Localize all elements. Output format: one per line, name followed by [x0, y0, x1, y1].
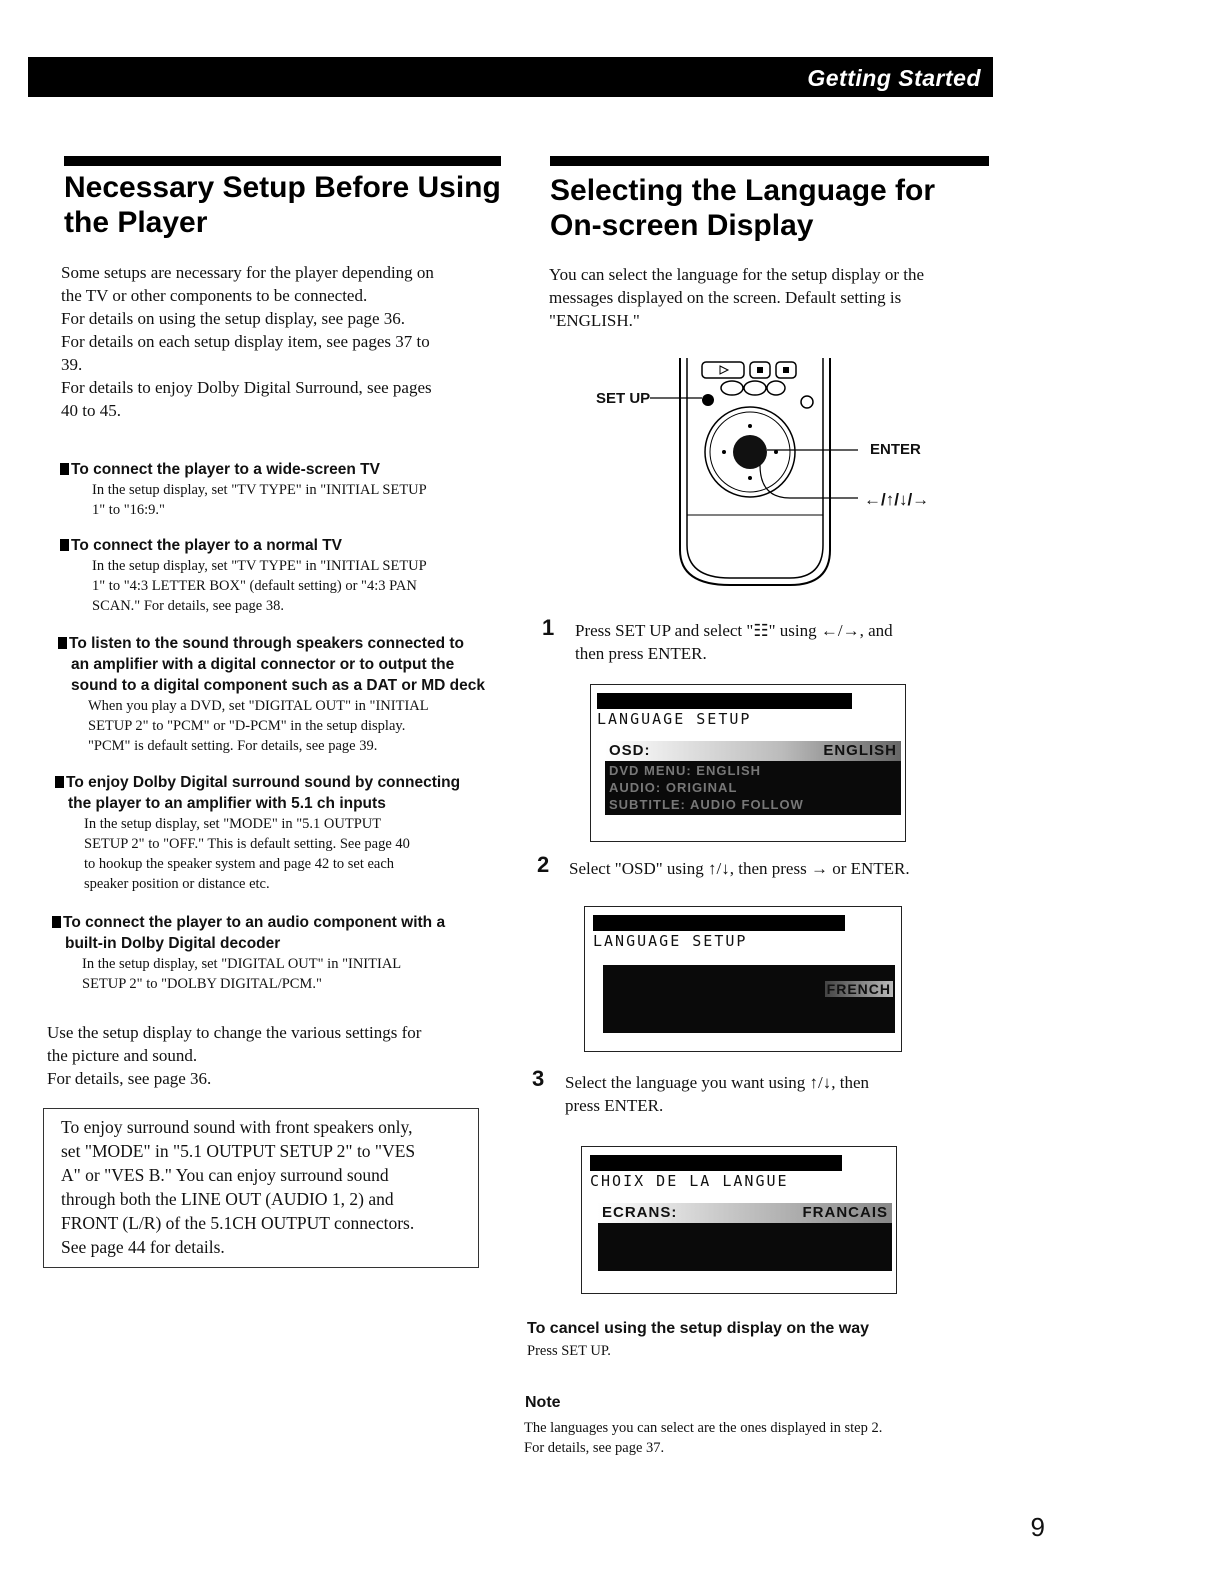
- arrow-buttons-label: ←/↑/↓/→: [864, 490, 930, 509]
- intro-line: Some setups are necessary for the player depending on: [61, 263, 434, 282]
- setup-item: [60, 459, 500, 520]
- setup-item: To listen to the sound through speakers connected to an amplifier with a digital connector or to output the sound to a digital component such as a DAT or MD deck When you play a DVD, set "DIGITAL OUT" in "INITIAL SETUP 2" to "PCM" or "D-PCM" in the setup display. "PCM" is default setting. For details, see page 39.: [58, 633, 503, 756]
- osd-menu-panel: [598, 1223, 892, 1271]
- left-title: [64, 170, 504, 240]
- surround-callout-box: To enjoy surround sound with front speakers only, set "MODE" in "5.1 OUTPUT SETUP 2" to "VES A" or "VES B." You can enjoy surround sound through both the LINE OUT (AUDIO 1, 2) and FRONT (L/R) of the 5.1CH OUTPUT connectors. See page 44 for details.: [43, 1108, 479, 1268]
- step-number: 3: [532, 1066, 545, 1091]
- left-title-rule: [64, 156, 501, 166]
- section-title: Getting Started: [807, 65, 981, 91]
- header-bar: [28, 57, 993, 97]
- item-body: In the setup display, set "TV TYPE" in "INITIAL SETUP 1" to "4:3 LETTER BOX" (default setting) or "4:3 PAN SCAN." For details, see page 38.: [92, 558, 427, 614]
- bullet-square-icon: [52, 916, 61, 928]
- intro-line: For details to enjoy Dolby Digital Surround, see pages: [61, 378, 432, 397]
- intro-line: 40 to 45.: [61, 401, 121, 420]
- osd-highlight-value: FRENCH: [826, 981, 891, 997]
- step-number: 1: [542, 615, 555, 640]
- osd-highlight-row: OSD: ENGLISH: [605, 741, 901, 761]
- bullet-square-icon: [60, 539, 69, 551]
- left-title-line2: the Player: [64, 206, 208, 239]
- step-text: Select the language you want using ↑/↓, then press ENTER.: [565, 1073, 870, 1115]
- osd-title: LANGUAGE SETUP: [597, 710, 752, 728]
- left-title-line1: Necessary Setup Before Using: [64, 171, 501, 204]
- note-body: The languages you can select are the ones displayed in step 2. For details, see page 37.: [524, 1420, 883, 1456]
- intro-line: the TV or other components to be connected.: [61, 286, 368, 305]
- osd-title-bar: [593, 915, 845, 931]
- remote-illustration: [590, 350, 970, 600]
- enter-button-label: ENTER: [870, 441, 921, 458]
- setup-item: To enjoy Dolby Digital surround sound by connecting the player to an amplifier with 5.1 ch inputs In the setup display, set "MODE" in "5.1 OUTPUT SETUP 2" to "OFF." This is default setting. See page 40 to hookup the speaker system and page 42 to set each speaker position or distance etc.: [55, 772, 500, 894]
- step-number: 2: [537, 852, 550, 877]
- right-title-line1: Selecting the Language for: [550, 174, 936, 207]
- left-intro: [61, 261, 511, 422]
- setup-button-label: SET UP: [596, 390, 651, 407]
- setup-item: To connect the player to an audio component with a built-in Dolby Digital decoder In the setup display, set "DIGITAL OUT" in "INITIAL SETUP 2" to "DOLBY DIGITAL/PCM.": [52, 912, 497, 994]
- item-body: In the setup display, set "MODE" in "5.1 OUTPUT SETUP 2" to "OFF." This is default setting. See page 40 to hookup the speaker system and page 42 to set each speaker position or distance etc.: [84, 816, 410, 892]
- cancel-heading: To cancel using the setup display on the way: [527, 1320, 869, 1337]
- bullet-square-icon: [55, 776, 64, 788]
- item-heading: To connect the player to an audio component with a: [52, 912, 497, 933]
- right-title: [550, 173, 990, 243]
- item-body: In the setup display, set "TV TYPE" in "INITIAL SETUP 1" to "16:9.": [92, 482, 427, 518]
- osd-menu-panel: DVD MENU: ENGLISH AUDIO: ORIGINAL SUBTITLE: AUDIO FOLLOW: [605, 761, 901, 815]
- item-heading: To listen to the sound through speakers connected to: [58, 633, 503, 654]
- step-text: Select "OSD" using ↑/↓, then press → or ENTER.: [569, 859, 910, 878]
- left-closing: Use the setup display to change the various settings for the picture and sound. For details, see page 36.: [47, 1023, 422, 1088]
- item-heading: To connect the player to a normal TV: [60, 535, 500, 556]
- right-title-rule: [550, 156, 989, 166]
- osd-title-bar: [590, 1155, 842, 1171]
- page-number: 9: [1030, 1512, 1045, 1542]
- item-body: In the setup display, set "DIGITAL OUT" in "INITIAL SETUP 2" to "DOLBY DIGITAL/PCM.": [82, 956, 402, 992]
- item-heading: To enjoy Dolby Digital surround sound by connecting: [55, 772, 500, 793]
- right-intro: You can select the language for the setup display or the messages displayed on the screen. Default setting is "ENGLISH.": [549, 265, 925, 330]
- setup-item: [60, 535, 500, 616]
- osd-title: CHOIX DE LA LANGUE: [590, 1172, 789, 1190]
- item-body: When you play a DVD, set "DIGITAL OUT" in "INITIAL SETUP 2" to "PCM" or "D-PCM" in the setup display. "PCM" is default setting. For details, see page 39.: [88, 698, 429, 754]
- osd-menu-panel: [603, 965, 895, 1033]
- item-heading: To connect the player to a wide-screen TV: [60, 459, 500, 480]
- osd-screen: [584, 906, 902, 1052]
- bullet-square-icon: [60, 463, 69, 475]
- osd-title: LANGUAGE SETUP: [593, 932, 748, 950]
- bullet-square-icon: [58, 637, 67, 649]
- osd-screen: [581, 1146, 897, 1294]
- note-heading: Note: [525, 1394, 561, 1411]
- remote-control-icon: [590, 350, 970, 600]
- intro-line: For details on using the setup display, see page 36.: [61, 309, 406, 328]
- osd-highlight-row: ECRANS: FRANCAIS: [598, 1203, 892, 1223]
- step-text: Press SET UP and select "☷" using ←/→, and then press ENTER.: [575, 621, 893, 663]
- osd-title-bar: [597, 693, 852, 709]
- intro-line: 39.: [61, 355, 83, 374]
- right-title-line2: On-screen Display: [550, 209, 814, 242]
- osd-screen: [590, 684, 906, 842]
- intro-line: For details on each setup display item, see pages 37 to: [61, 332, 430, 351]
- cancel-body: Press SET UP.: [527, 1343, 611, 1359]
